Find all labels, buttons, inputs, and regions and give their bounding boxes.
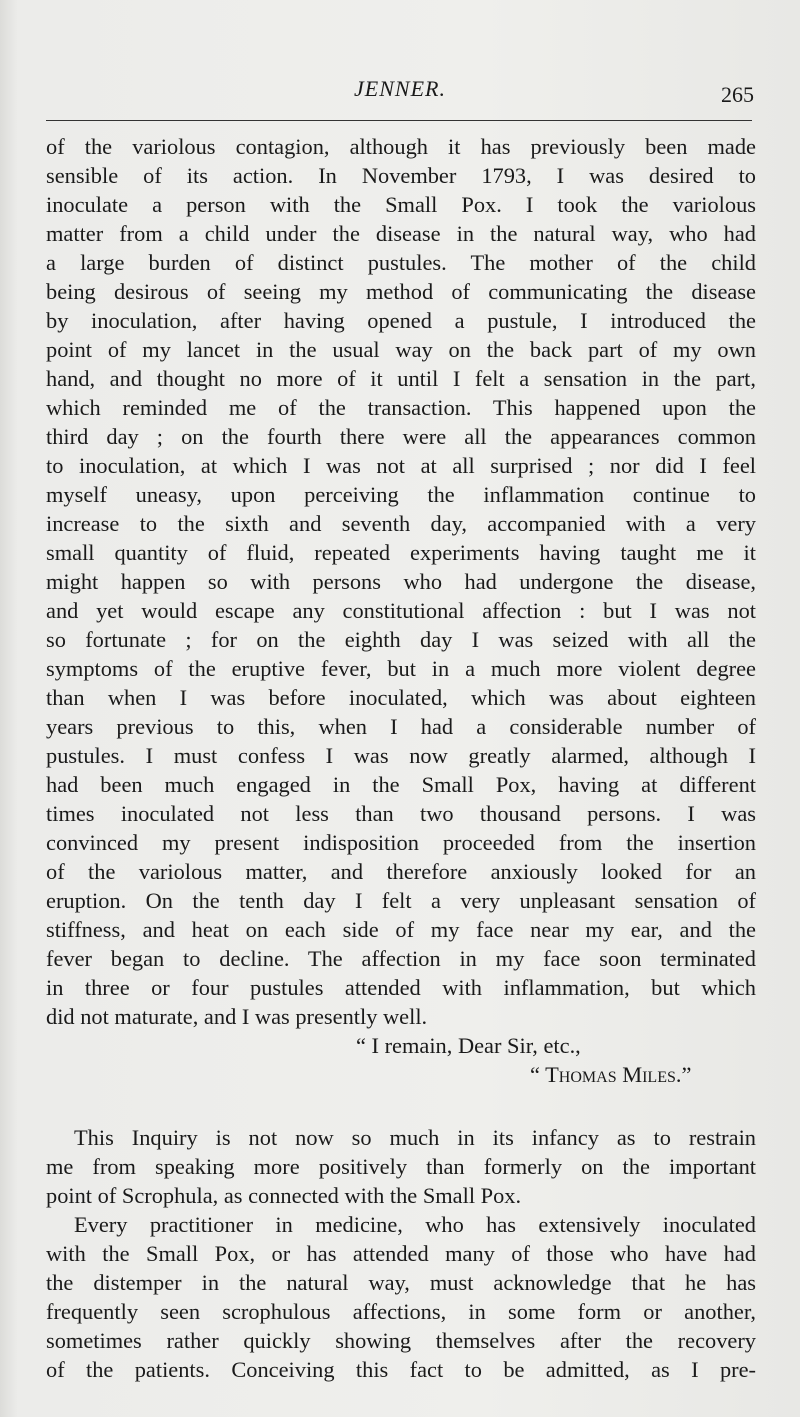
paragraph-practitioner — [46, 1210, 756, 1384]
text-line: point of Scrophula, as connected with the Small Pox. — [46, 1183, 522, 1208]
text-line: matter from a child under the disease in the natural way, who had — [46, 221, 756, 246]
text-line: than when I was before inoculated, which was about eighteen — [46, 685, 756, 710]
running-head: JENNER. — [354, 76, 446, 101]
text-line: inoculate a person with the Small Pox. I took the variolous — [46, 192, 756, 217]
letter-signature — [46, 1031, 756, 1089]
paragraph-scrophula — [46, 1123, 756, 1210]
text-line: times inoculated not less than two thousand persons. I was — [46, 801, 756, 826]
text-line: to inoculation, at which I was not at all surprised ; nor did I feel — [46, 453, 756, 478]
signature-name: “ Thomas Miles.” — [530, 1062, 692, 1087]
page-header — [46, 72, 754, 112]
text-line: symptoms of the eruptive fever, but in a much more violent degree — [46, 656, 756, 681]
text-line: sensible of its action. In November 1793, I was desired to — [46, 163, 756, 188]
text-line: pustules. I must confess I was now greatly alarmed, although I — [46, 743, 756, 768]
text-line: This Inquiry is not now so much in its infancy as to restrain — [74, 1125, 756, 1150]
text-line: might happen so with persons who had undergone the disease, — [46, 569, 756, 594]
text-line: myself uneasy, upon perceiving the inflammation continue to — [46, 482, 756, 507]
text-line: third day ; on the fourth there were all the appearances common — [46, 424, 756, 449]
text-line: of the patients. Conceiving this fact to be admitted, as I pre- — [46, 1357, 756, 1382]
text-line: years previous to this, when I had a considerable number of — [46, 714, 756, 739]
text-line: stiffness, and heat on each side of my face near my ear, and the — [46, 917, 756, 942]
signature-closing: “ I remain, Dear Sir, etc., — [356, 1033, 581, 1058]
letter-text — [46, 132, 756, 1031]
section-gap — [46, 1089, 756, 1123]
text-line: by inoculation, after having opened a pustule, I introduced the — [46, 308, 756, 333]
text-line: in three or four pustules attended with inflammation, but which — [46, 975, 756, 1000]
text-line: of the variolous matter, and therefore anxiously looked for an — [46, 859, 756, 884]
text-line: which reminded me of the transaction. This happened upon the — [46, 395, 756, 420]
text-line: eruption. On the tenth day I felt a very unpleasant sensation of — [46, 888, 756, 913]
text-line: being desirous of seeing my method of communicating the disease — [46, 279, 756, 304]
text-line: of the variolous contagion, although it has previously been made — [46, 134, 756, 159]
text-line: point of my lancet in the usual way on the back part of my own — [46, 337, 756, 362]
text-line: the distemper in the natural way, must acknowledge that he has — [46, 1270, 756, 1295]
text-line: small quantity of fluid, repeated experiments having taught me it — [46, 540, 756, 565]
text-line: with the Small Pox, or has attended many of those who have had — [46, 1241, 756, 1266]
text-line: sometimes rather quickly showing themselves after the recovery — [46, 1328, 756, 1353]
body-text — [46, 132, 756, 1384]
text-line: convinced my present indisposition proceeded from the insertion — [46, 830, 756, 855]
text-line: fever began to decline. The affection in my face soon terminated — [46, 946, 756, 971]
text-line: me from speaking more positively than formerly on the important — [46, 1154, 756, 1179]
text-line: did not maturate, and I was presently well. — [46, 1004, 428, 1029]
text-line: increase to the sixth and seventh day, accompanied with a very — [46, 511, 756, 536]
page-number: 265 — [721, 82, 754, 107]
text-line: so fortunate ; for on the eighth day I was seized with all the — [46, 627, 756, 652]
text-line: frequently seen scrophulous affections, in some form or another, — [46, 1299, 756, 1324]
text-line: and yet would escape any constitutional affection : but I was not — [46, 598, 756, 623]
text-line: had been much engaged in the Small Pox, having at different — [46, 772, 756, 797]
header-rule — [46, 120, 752, 121]
text-line: Every practitioner in medicine, who has extensively inoculated — [74, 1212, 756, 1237]
text-line: a large burden of distinct pustules. The mother of the child — [46, 250, 756, 275]
text-line: hand, and thought no more of it until I felt a sensation in the part, — [46, 366, 756, 391]
